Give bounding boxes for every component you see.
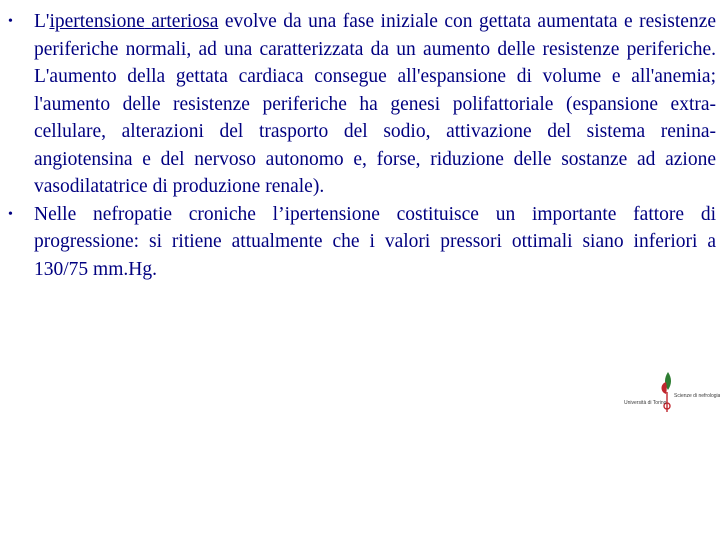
bullet-nephropathy — [0, 201, 716, 284]
bullet-1-underlined-ipertensione: ipertensione — [49, 11, 145, 32]
bullet-icon: • — [8, 206, 13, 222]
bullet-1-text: evolve da una fase iniziale con gettata aumentata e resistenze periferiche normali, ad una caratterizzata da un aumento delle resistenze periferiche. L'aumento della gettata cardiaca consegue all'espansione di volume e all'anemia; l'aumento delle resistenze periferiche ha genesi polifattoriale (espansione extra-cellulare, alterazioni del trasporto del sodio, attivazione del sistema renina- angiotensina e del nervoso autonomo e, forse, riduzione delle sostanze ad azione vasodilatatrice di produzione renale). — [34, 11, 716, 197]
bullet-2-text: Nelle nefropatie croniche l’ipertensione costituisce un importante fattore di progressione: si ritiene attualmente che i valori pressori ottimali siano inferiori a 130/75 mm.Hg. — [34, 203, 716, 280]
bullet-hypertension-evolution — [0, 8, 716, 201]
bullet-1-prefix: L' — [34, 11, 50, 32]
bullet-list — [0, 8, 716, 283]
logo-left-text: Università di Torino — [624, 400, 667, 406]
bullet-icon: • — [8, 14, 13, 29]
logo-right-text: Scienze di nefrologia — [674, 393, 720, 399]
university-logo — [620, 370, 720, 420]
bullet-1-underlined-arteriosa: arteriosa — [151, 11, 219, 32]
logo-emblem-icon — [662, 372, 672, 412]
